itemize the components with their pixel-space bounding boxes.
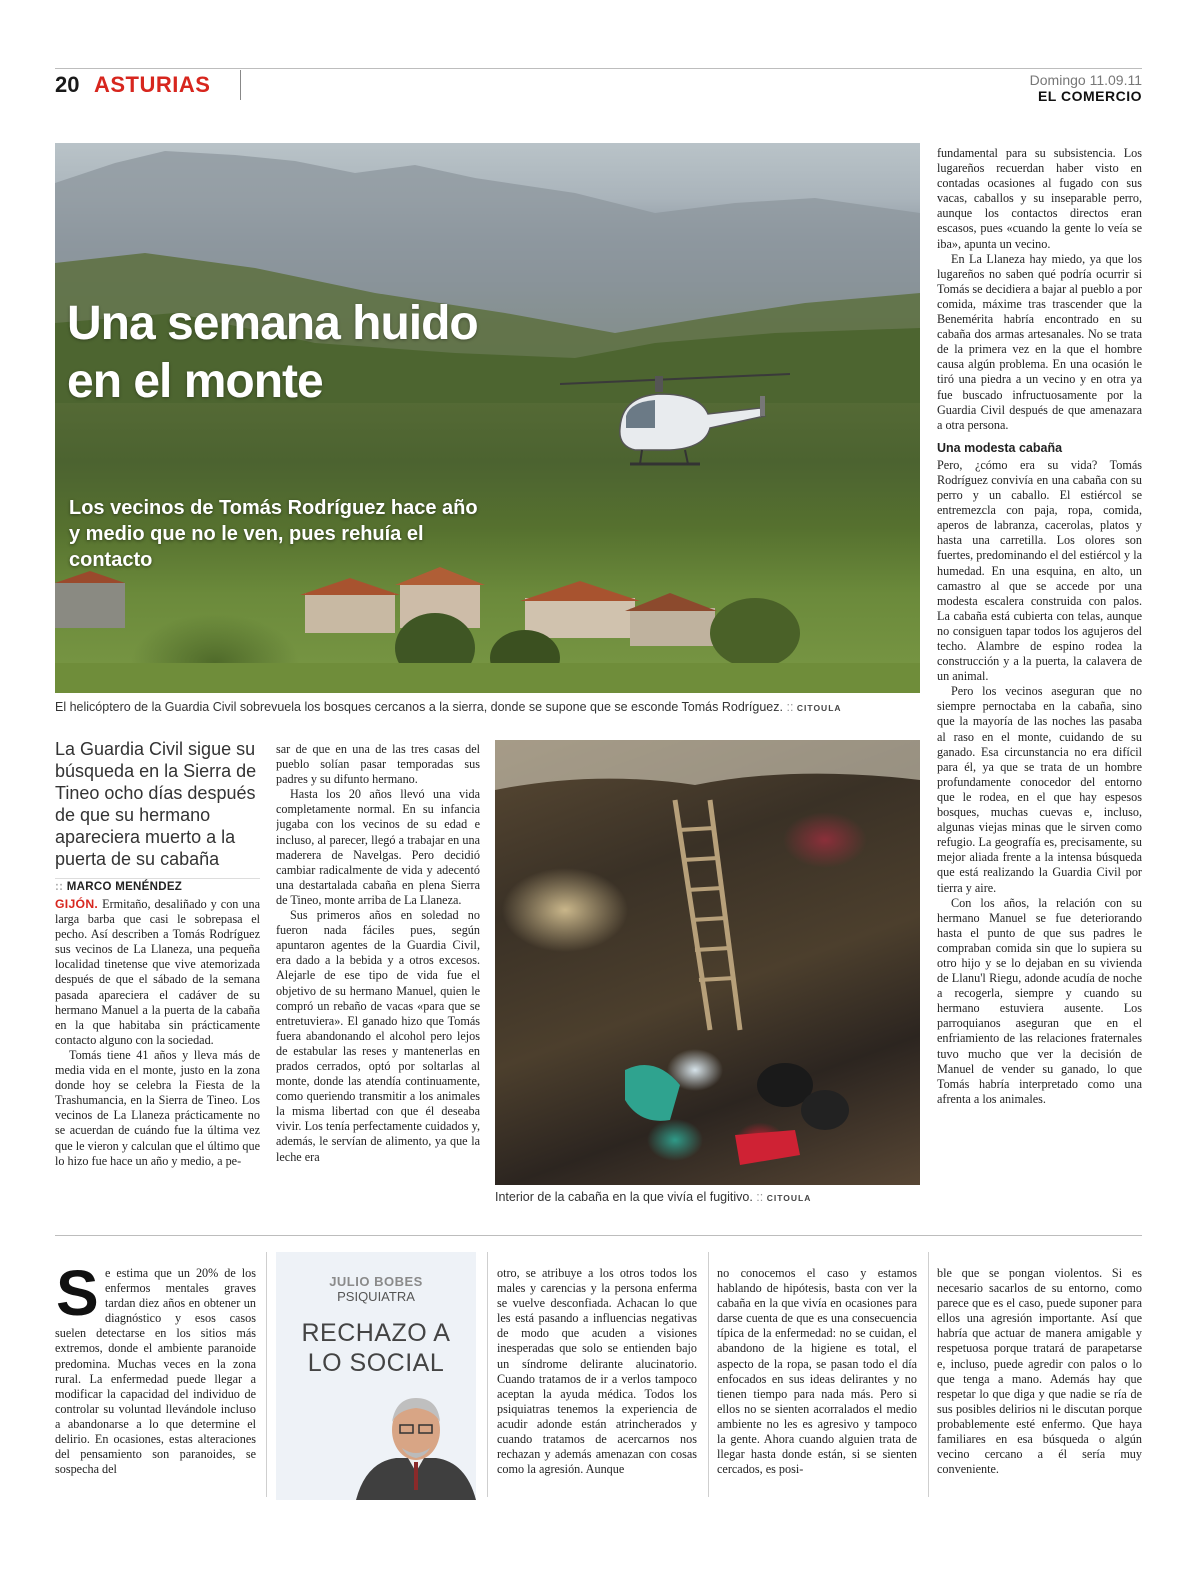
column-divider — [708, 1252, 709, 1497]
hero-caption-text: El helicóptero de la Guardia Civil sobrevuela los bosques cercanos a la sierra, donde se supone que se esconde Tomás Rodríguez. — [55, 700, 783, 714]
column-divider — [487, 1252, 488, 1497]
column-divider — [928, 1252, 929, 1497]
village-houses — [55, 563, 920, 693]
paragraph — [55, 897, 260, 1048]
opinion-author-role: PSIQUIATRA — [337, 1289, 415, 1304]
hero-photo-credit: CITOULA — [796, 703, 842, 713]
author-name: MARCO MENÉNDEZ — [66, 881, 183, 893]
paragraph: Pero, ¿cómo era su vida? Tomás Rodríguez convivía en una cabaña con su perro y un caballo. El estiércol se entremezcla con paja, ropa, comida, aperos de labranza, cacerolas, platos y hasta una carretilla. Los olores son fuertes, predominando el del estiércol y la humedad. En una esquina, en alto, un camastro al que se accede por una modesta escalera construida con palos. La cabaña está cubierta con telas, aunque no consiguen tapar todos los agujeros del techo. Alambre de espino rodea la construcción y a la puerta, la calavera de un animal. — [937, 457, 1142, 684]
paragraph: no conocemos el caso y estamos hablando de hipótesis, basta con ver la cabaña en la que vivía en ocasiones para darse cuenta de que es una consecuencia típica de la enfermedad: no se cuidan, el abandono de la higiene es total, el aspecto de la ropa, se pasan todo el día enfocados en sus ideas delirantes y no tienen tiempo para nada más. Pero si ellos no se sienten acorralados el medio ambiente no les es agresivo y tampoco la gente. Ahora cuando alguien trata de llegar hasta donde están, si se sienten cercados, es posi- — [717, 1266, 917, 1477]
paragraph: fundamental para su subsistencia. Los lugareños recuerdan haber visto en contadas ocasiones al fugado con sus vacas, caballos y su inseparable perro, aunque los contactos directos eran escasos, pues «cuando la gente lo veía se iba», apunta un vecino. — [937, 146, 1142, 251]
newspaper-name: EL COMERCIO — [1037, 88, 1142, 104]
article-column-2 — [276, 742, 480, 1203]
section-title: ASTURIAS — [94, 72, 211, 97]
section-divider — [240, 70, 241, 100]
paragraph — [55, 1266, 256, 1477]
opinion-author-box — [276, 1252, 476, 1500]
subsection-heading: Una modesta cabaña — [937, 440, 1063, 455]
city-dateline: GIJÓN. — [55, 897, 99, 911]
subheadline: Los vecinos de Tomás Rodríguez hace año y medio que no le ven, pues rehuía el contacto — [69, 497, 478, 571]
cabin-interior-illustration — [495, 740, 920, 1185]
cabin-interior-photo — [495, 740, 920, 1185]
paragraph: Tomás tiene 41 años y lleva más de media vida en el monte, justo en la zona donde hoy se celebra la Fiesta de la Trashumancia, en la Sierra de Tineo. Los vecinos de La Llaneza prácticamente no se acuerdan de cuándo fue la última vez que le vieron y calculan que el último que lo hizo fue hace un año y medio, a pe- — [55, 1047, 260, 1168]
byline-mark: :: — [55, 881, 64, 893]
opinion-column-2 — [497, 1266, 697, 1500]
paragraph: En La Llaneza hay miedo, ya que los lugareños no saben qué podría ocurrir si Tomás se decidiera a bajar al pueblo a por comida, máxime tras trascender que la Benemérita habría encontrado en su cabaña dos armas artesanales. No se trata de la primera vez en la que el hombre causa algún problema. En una ocasión le tiró una piedra a un vecino y en otra ya fue buscado infructuosamente por la Guardia Civil después de que amenazara a otra persona. — [937, 251, 1142, 432]
paragraph-text: Ermitaño, desaliñado y con una larga barba que casi le sobrepasa el pecho. Así describen a Tomás Rodríguez sus vecinos de La Llaneza, una pequeña localidad tinetense que vive atemorizada después de que el sábado de la semana pasada apareciera el cadáver de su hermano Manuel a la puerta de la cabaña en la que habitaba sin prácticamente contacto alguno con la sociedad. — [55, 897, 260, 1047]
paragraph: Sus primeros años en soledad no fueron nada fáciles pues, según apuntaron agentes de la Guardia Civil, era dado a la bebida y a otros excesos. Alejarle de ese tipo de vida fue el objetivo de su hermano Manuel, quien le compró un rebaño de vacas «para que se entretuviera». El ganado hizo que Tomás fuera abandonando el alcohol pero lejos de estabular las reses y mantenerlas en prados cerrados, optó por soltarlas al monte, donde las atendía continuamente, como queriendo transmitir a los animales la misma libertad con que él deseaba vivir. Los tenía perfectamente cuidados y, además, le servían de alimento, ya que la leche era — [276, 908, 480, 1164]
paragraph: sar de que en una de las tres casas del pueblo solían pasar temporadas sus padres y su difunto hermano. — [276, 742, 480, 787]
article-column-3 — [937, 146, 1142, 1204]
hero-credit-mark: :: — [786, 700, 794, 714]
helicopter-illustration — [560, 368, 790, 488]
opinion-author: JULIO BOBES — [329, 1274, 423, 1289]
column-divider — [266, 1252, 267, 1497]
byline — [55, 878, 260, 893]
page-number: 20 — [55, 72, 80, 97]
paragraph-text: e estima que un 20% de los enfermos mentales graves tardan diez años en obtener un diagnóstico y esos casos suelen detectarse en los sitios más extremos, donde el ambiente paranoide predomina. Muchas veces en la zona rural. La enfermedad puede llegar a modificar la capacidad del individuo de controlar su voluntad llevándole incluso a abandonarse a lo que determine el delirio. En ocasiones, estas alteraciones del pensamiento son paranoides, se sospecha del — [55, 1266, 256, 1477]
opinion-title: RECHAZO A LO SOCIAL — [301, 1319, 451, 1377]
interior-photo-credit: CITOULA — [766, 1193, 812, 1203]
article-lede: La Guardia Civil sigue su búsqueda en la Sierra de Tineo ocho días después de que su hermano apareciera muerto a la puerta de su cabaña — [55, 739, 257, 869]
paragraph: Pero los vecinos aseguran que no siempre pernoctaba en la cabaña, sino que la mayoría de las noches las pasaba al raso en el monte, cuidando de su ganado. Esa circunstancia no era difícil para él, ya que se trata de un hombre profundamente conocedor del entorno que le rodea, en el que hay espesos bosques, muchas cuevas e, incluso, algunas viejas minas que le sirven como refugio. La geografía es, precisamente, su mejor aliada frente a la intensa búsqueda que está realizando la Guardia Civil por tierra y aire. — [937, 684, 1142, 895]
paragraph: Hasta los 20 años llevó una vida completamente normal. En su infancia jugaba con los vecinos de su edad e incluso, al parecer, llegó a trabajar en una maderera de Navelgas. Pero decidió cambiar radicalmente de vida y adecentó una destartalada cabaña en plena Sierra de Tineo, monte arriba de La Llaneza. — [276, 787, 480, 907]
bottom-section-rule — [55, 1235, 1142, 1236]
drop-cap: S — [56, 1257, 99, 1329]
hero-caption — [55, 700, 920, 714]
issue-date: Domingo 11.09.11 — [1029, 72, 1142, 88]
article-column-1 — [55, 897, 260, 1203]
paragraph: otro, se atribuye a los otros todos los males y carencias y la persona enferma se vuelve desconfiada. Achacan lo que les está pasando a influencias negativas de modo que acuden a visiones inesperadas que solo se entienden bajo un síndrome delirante alucinatorio. Cuando tratamos de ir a verlos tampoco aceptan la ayuda médica. Todos los psiquiatras tenemos la experiencia de acudir adonde están atrincherados y cuando tratamos de acercarnos nos rechazan y además amenazan con cosas como la agresión. Aunque — [497, 1266, 697, 1477]
interior-caption-text: Interior de la cabaña en la que vivía el fugitivo. — [495, 1190, 753, 1204]
opinion-column-3 — [717, 1266, 917, 1500]
top-rule — [55, 68, 1142, 69]
interior-credit-mark: :: — [756, 1190, 764, 1204]
drop-cap-space — [55, 1266, 105, 1324]
hero-photo — [55, 143, 920, 693]
interior-caption — [495, 1190, 920, 1204]
author-portrait — [356, 1392, 476, 1500]
headline: Una semana huido en el monte — [67, 297, 478, 408]
opinion-column-4 — [937, 1266, 1142, 1500]
paragraph: ble que se pongan violentos. Si es necesario sacarlos de su entorno, como parece que es el caso, puede suponer para ellos una agresión importante. Así que habría que actuar de manera amigable y respetuosa porque tratará de parapetarse e, incluso, puede agredir con palos o lo que tenga a mano. Además hay que respetar lo que diga y que nadie se ría de sus posibles delirios ni le discutan porque probablemente esté enfermo. Que haya familiares en esa búsqueda o algún vecino cercano a él sería muy conveniente. — [937, 1266, 1142, 1477]
opinion-column-1 — [55, 1266, 256, 1500]
paragraph: Con los años, la relación con su hermano Manuel se fue deteriorando hasta el punto de que sus padres le compraban comida sin que lo supiera su otro hijo y se lo dejaban en su vivienda de Llanu'l Riegu, adonde acudía de noche a recogerla, siempre y cuando su hermano estuviera ausente. Los parroquianos aseguran que en el enfriamiento de las relaciones fraternales tuvo mucho que ver la decisión de Manuel de vender su ganado, lo que Tomás habría interpretado como una afrenta a los animales. — [937, 895, 1142, 1106]
